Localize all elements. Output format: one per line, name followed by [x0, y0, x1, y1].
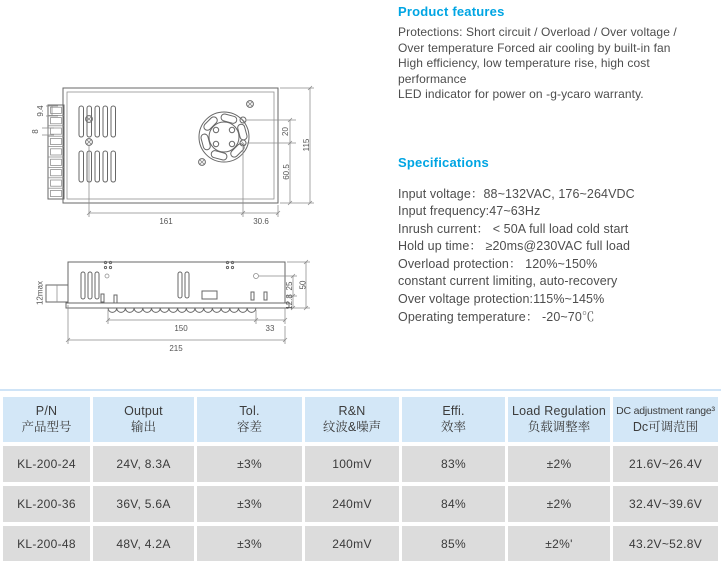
dim-label: 12.8 — [285, 294, 294, 310]
header-zh: 负载调整率 — [527, 420, 591, 434]
cell-load-regulation: ±2% — [508, 446, 610, 482]
header-en: DC adjustment range³ — [616, 405, 715, 417]
cell-dc-range: 32.4V~39.6V — [613, 486, 718, 522]
cell-pn: KL-200-48 — [3, 526, 90, 561]
dim-label: 33 — [265, 324, 275, 333]
spec-line: Input frequency:47~63Hz — [398, 204, 541, 219]
cell-tolerance: ±3% — [197, 526, 302, 561]
cell-tolerance: ±3% — [197, 486, 302, 522]
dim-label: 115 — [302, 138, 311, 152]
cell-ripple-noise: 240mV — [305, 486, 399, 522]
terminal-block — [48, 105, 64, 199]
spec-line: Overload protection： 120%~150% — [398, 256, 598, 271]
cell-output: 48V, 4.2A — [93, 526, 194, 561]
dim-label: 25 — [285, 281, 294, 291]
feature-line: performance — [398, 71, 467, 86]
specifications-title: Specifications — [398, 154, 489, 170]
output-connector — [36, 281, 69, 305]
feature-line: Over temperature Forced air cooling by built-in fan — [398, 40, 671, 55]
cell-ripple-noise: 100mV — [305, 446, 399, 482]
cell-pn: KL-200-36 — [3, 486, 90, 522]
cell-ripple-noise: 240mV — [305, 526, 399, 561]
cell-efficiency: 83% — [402, 446, 505, 482]
header-en: Effi. — [442, 404, 465, 418]
screw-icon — [101, 261, 267, 303]
cell-pn: KL-200-24 — [3, 446, 90, 482]
feature-line: Protections: Short circuit / Overload / Over voltage / — [398, 25, 677, 39]
fan-icon — [199, 112, 249, 162]
cell-tolerance: ±3% — [197, 446, 302, 482]
header-en: R&N — [338, 404, 366, 418]
cell-load-regulation: ±2% — [508, 486, 610, 522]
dim-label: 60.5 — [282, 164, 291, 180]
header-zh: 输出 — [130, 420, 156, 434]
spec-line: constant current limiting, auto-recovery — [398, 274, 618, 289]
header-zh: 产品型号 — [21, 420, 72, 434]
top-view-case — [63, 88, 278, 203]
table-header-ripple-noise — [305, 397, 399, 442]
header-en: Tol. — [239, 404, 260, 418]
header-en: Output — [124, 404, 163, 418]
table-header-output — [93, 397, 194, 442]
dim-label: 20 — [281, 127, 290, 136]
dim-label: 30.6 — [253, 217, 269, 226]
table-header-load-regulation — [508, 397, 610, 442]
table-header-pn — [3, 397, 90, 442]
cell-load-regulation: ±2%' — [508, 526, 610, 561]
cell-efficiency: 84% — [402, 486, 505, 522]
dim-label: 215 — [169, 344, 183, 353]
cell-dc-range: 43.2V~52.8V — [613, 526, 718, 561]
spec-line: Over voltage protection:115%~145% — [398, 292, 605, 307]
header-zh: 效率 — [440, 420, 466, 434]
table-header-dc-adjustment-range — [613, 397, 718, 442]
header-zh: Dc可调范围 — [632, 420, 699, 434]
cell-efficiency: 85% — [402, 526, 505, 561]
spec-line: Inrush current： < 50A full load cold start — [398, 221, 629, 236]
dim-label: 8 — [31, 129, 40, 134]
product-features-title: Product features — [398, 4, 505, 19]
cell-output: 24V, 8.3A — [93, 446, 194, 482]
table-header-efficiency — [402, 397, 505, 442]
spec-line: Operating temperature： -20~70℃ — [398, 309, 595, 324]
cell-dc-range: 21.6V~26.4V — [613, 446, 718, 482]
table-top-rule — [0, 389, 721, 391]
side-view-drawing — [36, 260, 311, 353]
cell-output: 36V, 5.6A — [93, 486, 194, 522]
technical-drawings — [0, 0, 370, 380]
info-column — [398, 4, 720, 326]
header-zh: 纹波&噪声 — [322, 420, 382, 434]
spec-table — [3, 397, 718, 562]
spec-line: Hold up time： ≥20ms@230VAC full load — [398, 239, 631, 254]
dim-label: 161 — [159, 217, 173, 226]
dim-label: 9.4 — [36, 105, 45, 117]
top-view-drawing — [31, 86, 314, 226]
header-en: P/N — [35, 404, 58, 418]
dim-label: 50 — [298, 280, 308, 290]
specifications-section — [398, 155, 720, 327]
table-header-tolerance — [197, 397, 302, 442]
feature-line: High efficiency, low temperature rise, high cost — [398, 56, 650, 70]
header-en: Load Regulation — [511, 404, 607, 418]
feature-line: LED indicator for power on -g-ycaro warranty. — [398, 87, 644, 101]
dim-terminal-pitch — [31, 105, 58, 135]
spec-line: Input voltage：88~132VAC, 176~264VDC — [398, 186, 635, 201]
dim-top-view-right — [246, 86, 314, 205]
vent-slots-top — [79, 106, 116, 182]
dim-label: 12max — [35, 280, 45, 306]
din-serration — [108, 308, 256, 312]
dim-label: 150 — [174, 324, 188, 333]
header-zh: 容差 — [236, 420, 262, 434]
